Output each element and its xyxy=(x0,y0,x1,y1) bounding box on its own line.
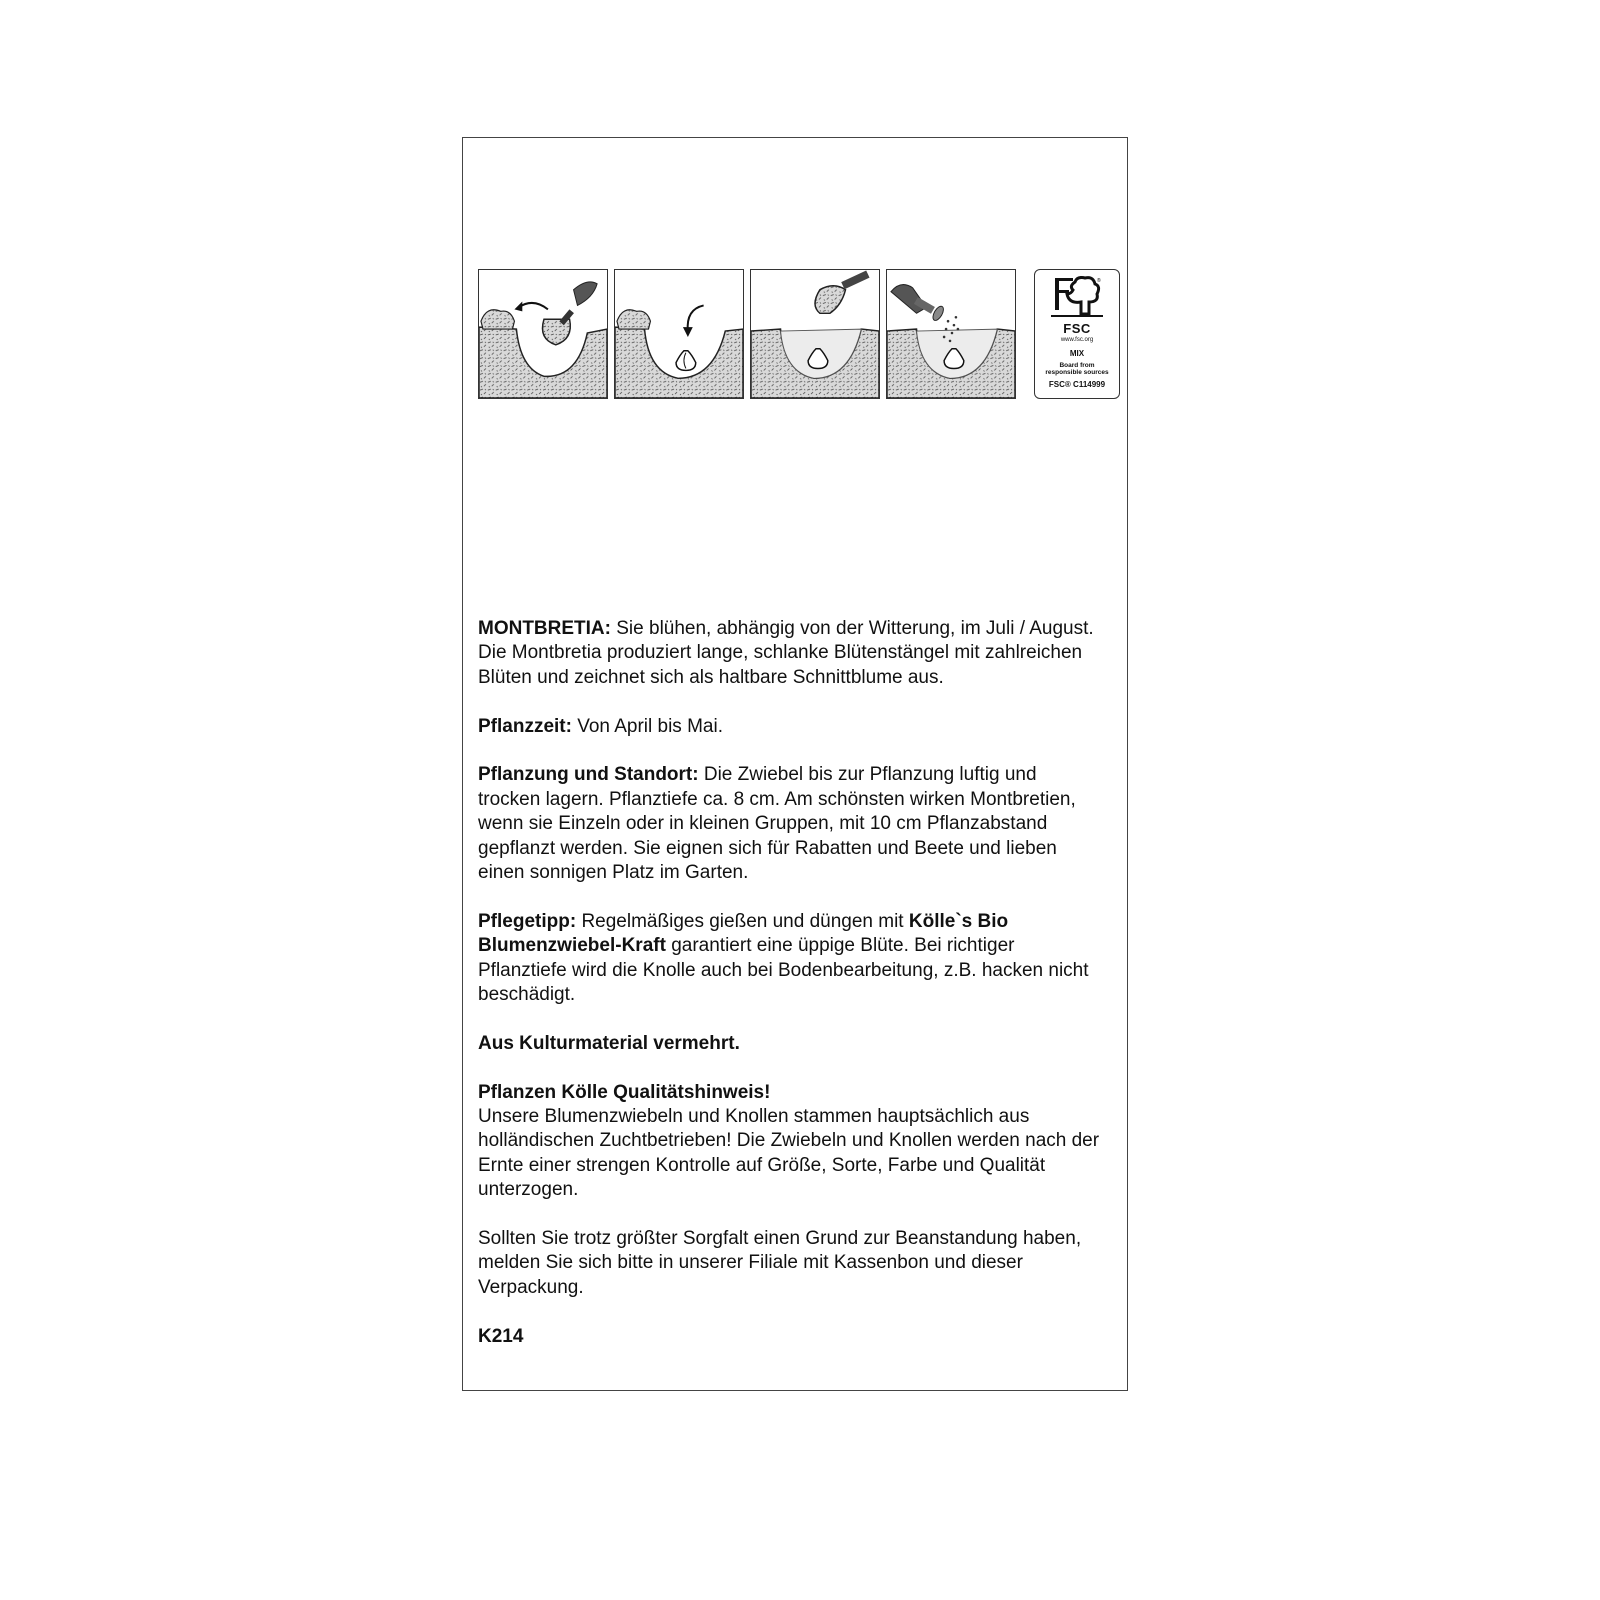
fsc-board-text xyxy=(1035,362,1119,376)
fsc-certification-logo xyxy=(1034,269,1120,399)
product-code: K214 xyxy=(478,1325,524,1347)
water-illustration xyxy=(887,270,1015,398)
propagation-paragraph xyxy=(478,1032,1103,1056)
product-description xyxy=(478,617,1103,1373)
fsc-board-line2: responsible sources xyxy=(1045,369,1109,376)
quality-notice-text: Unsere Blumenzwiebeln und Knollen stammen hauptsächlich aus holländischen Zuchtbetrieben! Die Zwiebeln und Knollen werden nach der Ernte einer strengen Kontrolle auf Größe, Sorte, Farbe und Qualität unterzogen. xyxy=(478,1106,1100,1201)
water-panel xyxy=(886,269,1016,399)
care-tip-heading: Pflegetipp: xyxy=(478,910,577,932)
planting-time-paragraph xyxy=(478,715,1103,739)
quality-notice-heading: Pflanzen Kölle Qualitätshinweis! xyxy=(478,1081,771,1103)
svg-text:®: ® xyxy=(1097,278,1101,284)
place-bulb-illustration xyxy=(615,270,743,398)
complaint-text: Sollten Sie trotz größter Sorgfalt einen Grund zur Beanstandung haben, melden Sie sich bitte in unserer Filiale mit Kassenbon und dieser Verpackung. xyxy=(478,1228,1082,1298)
montbretia-text: Sie blühen, abhängig von der Witterung, im Juli / August. Die Montbretia produziert lange, schlanke Blütenstängel mit zahlreichen Blüten und zeichnet sich als haltbare Schnittblume aus. xyxy=(478,618,1094,688)
dig-hole-panel xyxy=(478,269,608,399)
propagation-heading: Aus Kulturmaterial vermehrt. xyxy=(478,1032,740,1054)
cover-soil-illustration xyxy=(751,270,879,398)
planting-location-paragraph xyxy=(478,763,1103,885)
quality-notice-paragraph xyxy=(478,1081,1103,1203)
fsc-board-line1: Board from xyxy=(1059,362,1095,369)
product-code-paragraph xyxy=(478,1325,1103,1349)
montbretia-paragraph xyxy=(478,617,1103,690)
fsc-url: www.fsc.org xyxy=(1060,337,1094,343)
cover-soil-panel xyxy=(750,269,880,399)
fsc-mix-label: MIX xyxy=(1069,349,1085,358)
planting-time-heading: Pflanzzeit: xyxy=(478,715,572,737)
fsc-wordmark: FSC xyxy=(1063,321,1091,336)
care-tip-text-a: Regelmäßiges gießen und düngen mit xyxy=(576,910,909,932)
planting-location-heading: Pflanzung und Standort: xyxy=(478,764,699,786)
care-tip-paragraph xyxy=(478,910,1103,1008)
dig-hole-illustration xyxy=(479,270,607,398)
planting-instructions xyxy=(478,269,1118,401)
place-bulb-panel xyxy=(614,269,744,399)
planting-time-text: Von April bis Mai. xyxy=(571,715,723,737)
complaint-paragraph xyxy=(478,1227,1103,1300)
care-tip-text-b: garantiert eine üppige Blüte. Bei richtiger Pflanztiefe wird die Knolle auch bei Bodenbearbeitung, z.B. hacken nicht beschädigt. xyxy=(478,935,1089,1006)
package-back-label xyxy=(462,137,1128,1391)
fsc-tree-icon xyxy=(1051,276,1103,318)
planting-location-text: Die Zwiebel bis zur Pflanzung luftig und trocken lagern. Pflanztiefe ca. 8 cm. Am schönsten wirken Montbretien, wenn sie Einzeln oder in kleinen Gruppen, mit 10 cm Pflanzabstand gepflanzt werden. Sie eignen sich für Rabatten und Beete und lieben einen sonnigen Platz im Garten. xyxy=(478,764,1076,884)
montbretia-heading: MONTBRETIA: xyxy=(478,618,611,639)
care-tip-product: Kölle`s Bio Blumenzwiebel-Kraft xyxy=(478,910,1009,957)
fsc-license-code: FSC® C114999 xyxy=(1048,380,1106,389)
